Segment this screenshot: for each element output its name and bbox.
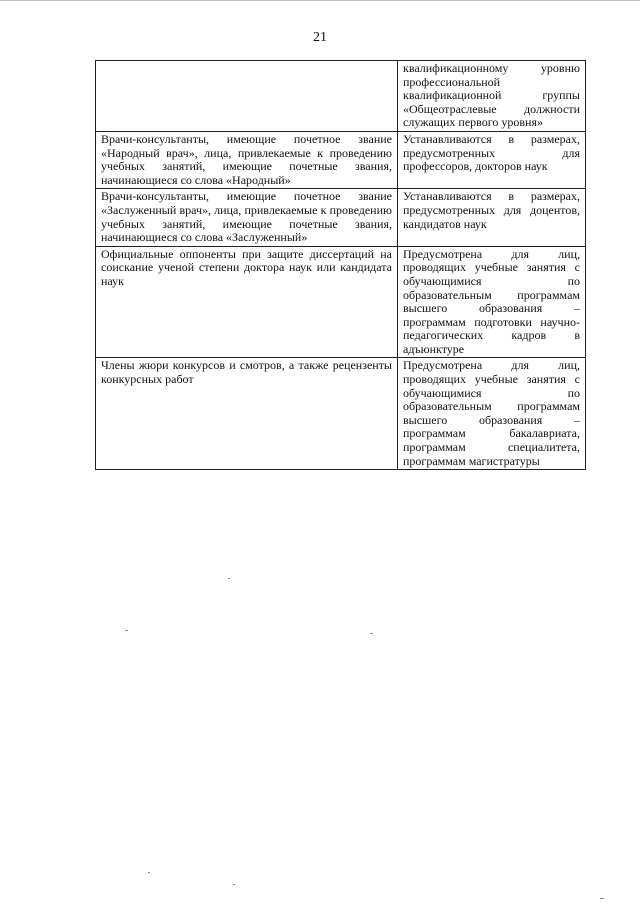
table-cell-condition: квалификационному уровню профессиональной квалификационной группы «Общеотраслевые должности служащих первого уровня» (398, 61, 586, 132)
table-cell-condition: Предусмотрена для лиц, проводящих учебные занятия с обучающимися по образовательным программам высшего образования – программам подготовки научно-педагогических кадров в адъюнктуре (398, 246, 586, 358)
scan-speck (233, 884, 235, 885)
scan-speck (148, 872, 150, 873)
table-cell-condition: Устанавливаются в размерах, предусмотренных для доцентов, кандидатов наук (398, 189, 586, 246)
scan-speck (228, 578, 230, 579)
scan-speck (370, 633, 373, 634)
table-cell-category: Врачи-консультанты, имеющие почетное звание «Народный врач», лица, привлекаемые к проведению учебных занятий, имеющие почетные звания, начинающиеся со слова «Народный» (96, 131, 398, 188)
scan-speck (125, 630, 128, 631)
table-cell-category (96, 61, 398, 132)
table-row (96, 358, 586, 470)
table-cell-category: Члены жюри конкурсов и смотров, а также рецензенты конкурсных работ (96, 358, 398, 470)
scan-speck (600, 898, 604, 899)
table-cell-condition: Предусмотрена для лиц, проводящих учебные занятия с обучающимися по образовательным программам высшего образования – программам бакалавриата, программам специалитета, программам магистратуры (398, 358, 586, 470)
table-row (96, 246, 586, 358)
payment-conditions-table (95, 60, 586, 470)
table-cell-condition: Устанавливаются в размерах, предусмотренных для профессоров, докторов наук (398, 131, 586, 188)
table-cell-category: Врачи-консультанты, имеющие почетное звание «Заслуженный врач», лица, привлекаемые к проведению учебных занятий, имеющие почетные звания, начинающиеся со слова «Заслуженный» (96, 189, 398, 246)
table-row (96, 189, 586, 246)
table-row (96, 131, 586, 188)
page-number: 21 (313, 30, 327, 45)
scan-top-edge (0, 0, 640, 1)
table-cell-category: Официальные оппоненты при защите диссертаций на соискание ученой степени доктора наук или кандидата наук (96, 246, 398, 358)
table-row (96, 61, 586, 132)
